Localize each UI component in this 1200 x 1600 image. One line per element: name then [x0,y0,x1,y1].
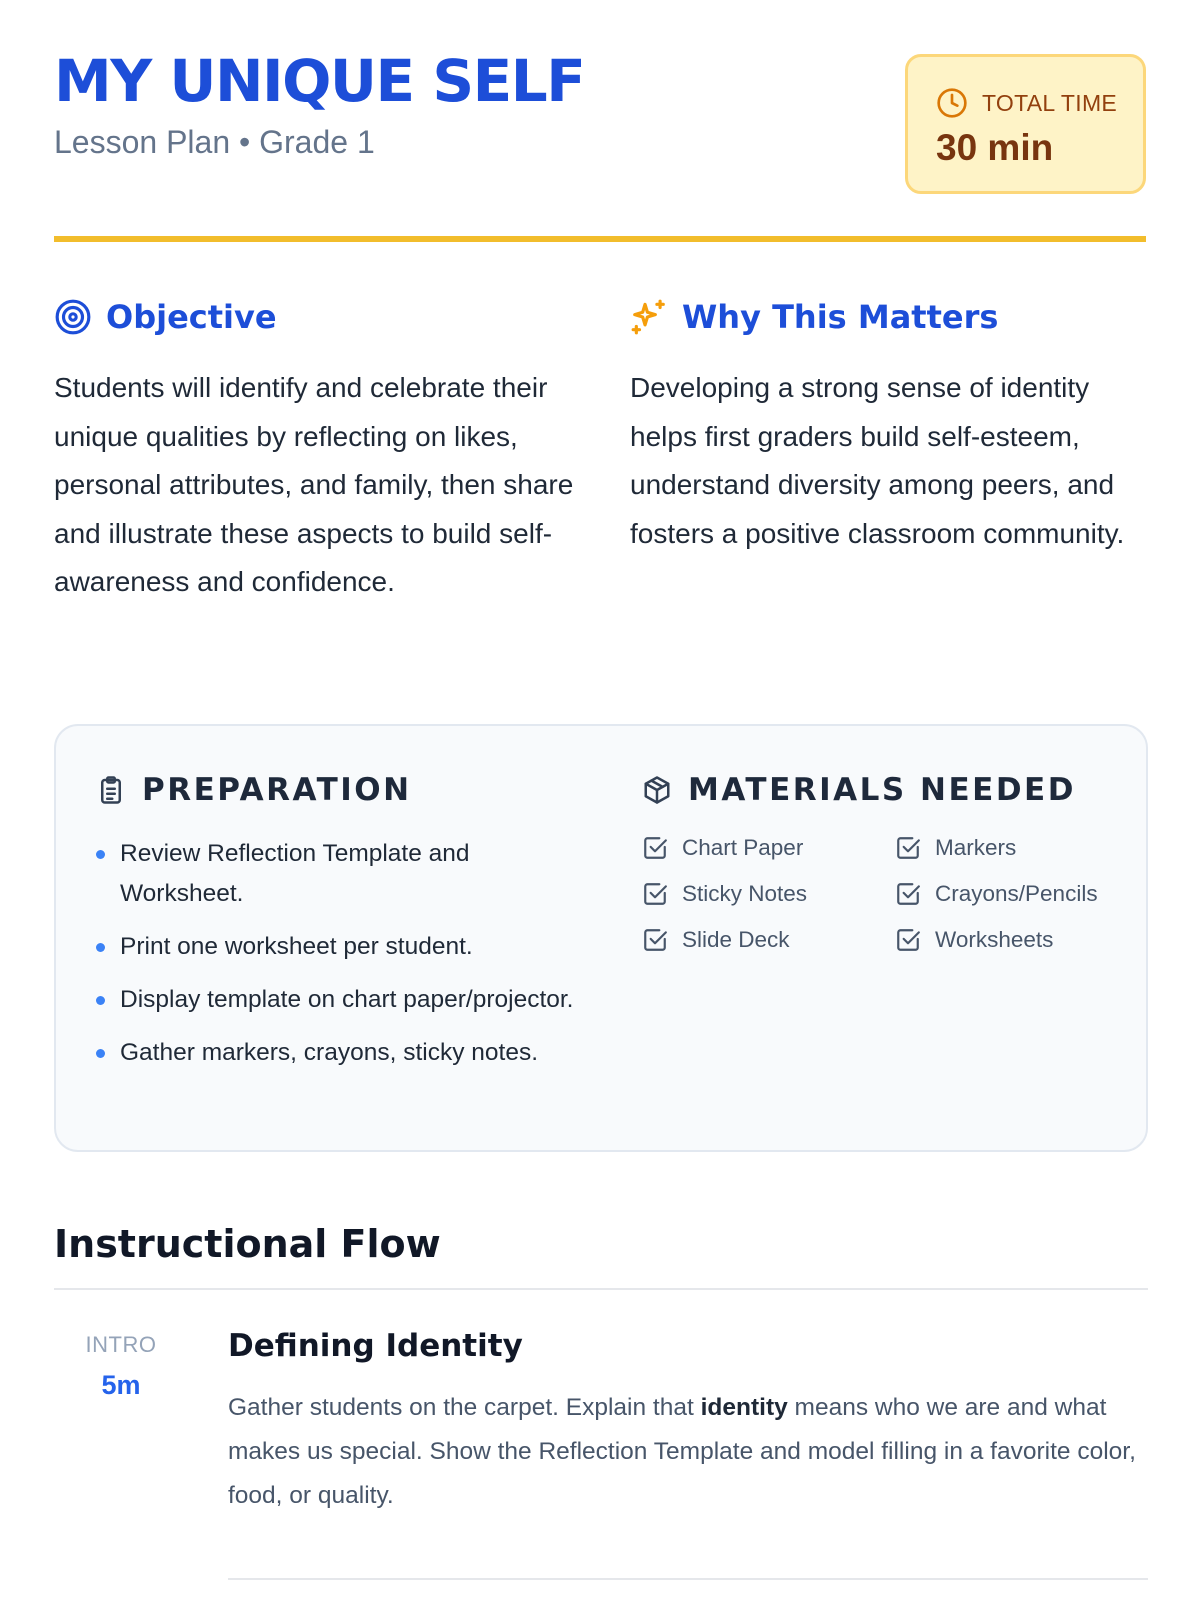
why-text: Developing a strong sense of identity helps first graders build self-esteem, understand diversity among peers, and fosters a positive classroom community. [630,372,1125,549]
flow-step [228,1328,1148,1518]
why-title: Why This Matters [682,298,999,336]
sparkles-icon [630,298,668,336]
step-keyword: identity [700,1394,788,1421]
total-time-label-row [936,87,1117,119]
material-item: Sticky Notes [642,880,895,908]
objective-section [54,296,584,607]
preparation-materials-card [54,724,1148,1152]
materials-title: MATERIALS NEEDED [688,772,1076,808]
materials-list [642,834,1122,954]
objective-title: Objective [106,298,277,336]
bullet-dot-icon [96,1049,105,1058]
target-icon [54,298,92,336]
bullet-dot-icon [96,943,105,952]
instructional-flow-title: Instructional Flow [54,1222,441,1266]
material-item: Chart Paper [642,834,895,862]
materials-section [642,770,1122,954]
flow-step-meta [54,1332,188,1401]
objective-text: Students will identify and celebrate their unique qualities by reflecting on likes, personal attributes, and family, then share and illustrate these aspects to build self-awareness and confidence. [54,372,574,597]
materials-heading [642,770,1122,810]
list-item: Print one worksheet per student. [96,927,596,967]
page-subtitle: Lesson Plan • Grade 1 [54,124,375,160]
why-heading [630,296,1150,338]
checkbox-checked-icon [642,835,668,861]
checkbox-checked-icon [642,927,668,953]
page-title: MY UNIQUE SELF [54,47,585,115]
step-label: INTRO [85,1332,157,1357]
preparation-title: PREPARATION [142,772,412,808]
preparation-list [96,834,596,1073]
bullet-dot-icon [96,996,105,1005]
checkbox-checked-icon [895,881,921,907]
total-time-card [905,54,1146,194]
objective-heading [54,296,584,338]
step-title: Defining Identity [228,1328,523,1364]
list-item: Review Reflection Template and Worksheet. [96,834,596,914]
overview-section [54,242,1146,722]
checkbox-checked-icon [895,927,921,953]
clock-icon [936,87,968,119]
checkbox-checked-icon [642,881,668,907]
step-duration: 5m [101,1370,141,1400]
step-description: Gather students on the carpet. Explain that identity means who we are and what makes us special. Show the Reflection Template and model filling in a favorite color, food, or quality. [228,1394,1136,1509]
checkbox-checked-icon [895,835,921,861]
preparation-heading [96,770,596,810]
total-time-label: TOTAL TIME [982,89,1118,116]
section-divider [54,1288,1148,1290]
total-time-value: 30 min [936,127,1054,168]
bullet-dot-icon [96,850,105,859]
clipboard-icon [96,775,126,805]
material-item: Worksheets [895,926,1125,954]
why-section [630,296,1150,558]
material-item: Slide Deck [642,926,895,954]
step-divider [228,1578,1148,1580]
material-item: Markers [895,834,1125,862]
list-item: Gather markers, crayons, sticky notes. [96,1033,596,1073]
package-icon [642,775,672,805]
material-item: Crayons/Pencils [895,880,1125,908]
list-item: Display template on chart paper/projector. [96,980,596,1020]
header [54,0,1146,242]
preparation-section [96,770,596,1086]
